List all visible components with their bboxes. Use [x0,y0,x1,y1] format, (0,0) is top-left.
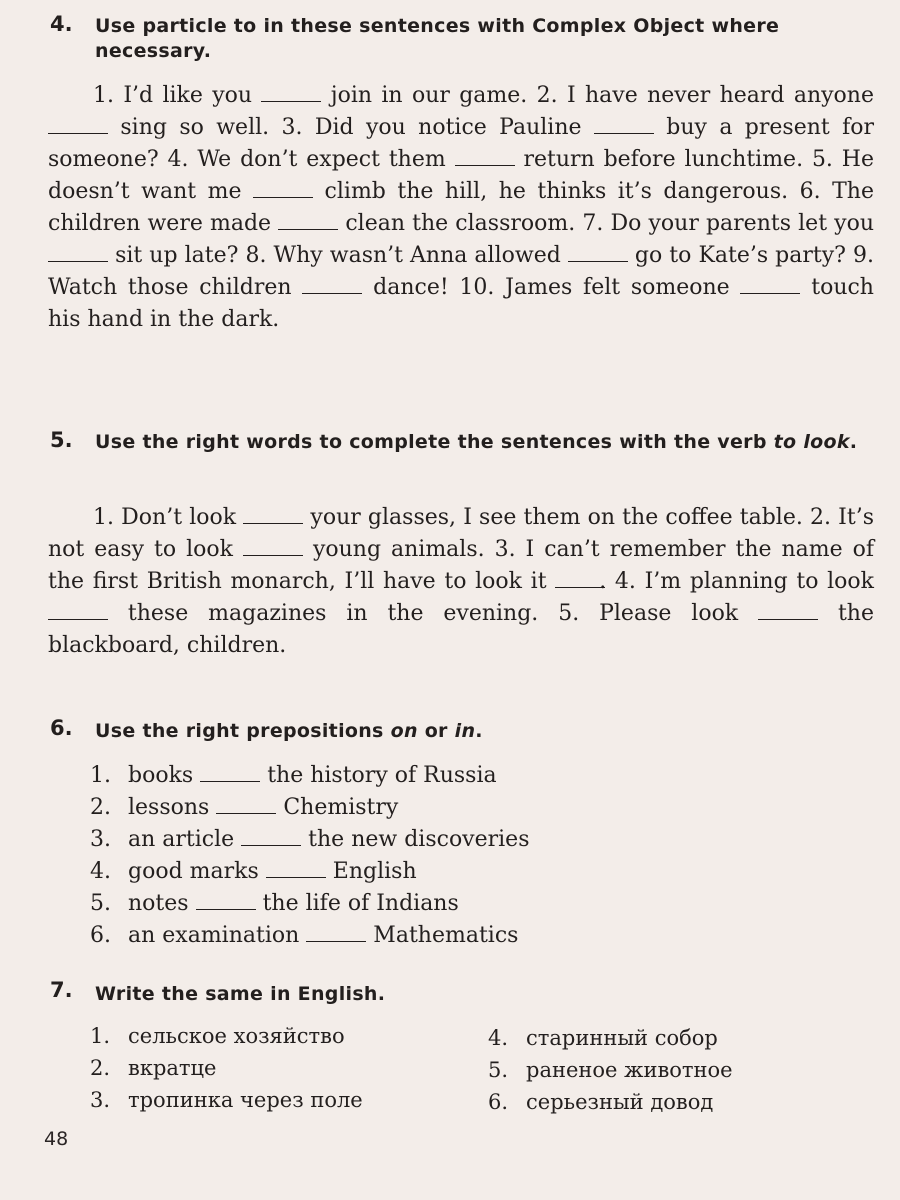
answer-blank[interactable] [568,241,628,262]
answer-blank[interactable] [241,825,301,846]
list-item: 5. раненое животное [488,1058,733,1082]
answer-blank[interactable] [266,857,326,878]
exercise-7-left-list [90,1020,363,1116]
answer-blank[interactable] [740,273,800,294]
list-item: 2. вкратце [90,1056,217,1080]
answer-blank[interactable] [243,535,303,556]
list-item: 4. старинный собор [488,1026,718,1050]
answer-blank[interactable] [200,761,260,782]
answer-blank[interactable] [278,209,338,230]
answer-blank[interactable] [48,113,108,134]
exercise-7-instruction: Write the same in English. [95,983,386,1005]
list-item: 1. books the history of Russia [90,763,497,788]
exercise-6-instruction: Use the right prepositions on or in. [95,720,483,742]
exercise-7-right-list [488,1022,733,1118]
answer-blank[interactable] [261,81,321,102]
list-item: 3. тропинка через поле [90,1088,363,1112]
list-item: 6. an examination Mathematics [90,923,519,948]
exercise-6-number: 6. [50,716,73,740]
answer-blank[interactable] [253,177,313,198]
answer-blank[interactable] [758,599,818,620]
answer-blank[interactable] [555,567,605,588]
page-number: 48 [44,1128,69,1150]
answer-blank[interactable] [594,113,654,134]
answer-blank[interactable] [306,921,366,942]
answer-blank[interactable] [243,503,303,524]
list-item: 4. good marks English [90,859,417,884]
exercise-4-instruction: Use particle to in these sentences with Complex Object where necessary. [95,15,780,62]
answer-blank[interactable] [216,793,276,814]
answer-blank[interactable] [302,273,362,294]
exercise-5-number: 5. [50,428,73,452]
answer-blank[interactable] [48,599,108,620]
exercise-7-number: 7. [50,978,73,1002]
answer-blank[interactable] [196,889,256,910]
list-item: 6. серьезный довод [488,1090,714,1114]
list-item: 5. notes the life of Indians [90,891,459,916]
exercise-6-list [90,760,530,952]
exercise-5-text: 1. Don’t look your glasses, I see them on the coffee table. 2. It’s not easy to look young animals. 3. I can’t remember the name of the first British monarch, I’ll have to look it . 4. I’m planning to look these magazines in the evening. 5. Please look the blackboard, children. [48,505,875,658]
list-item: 2. lessons Chemistry [90,795,399,820]
list-item: 1. сельское хозяйство [90,1024,345,1048]
exercise-5-instruction: Use the right words to complete the sentences with the verb to look. [95,431,858,453]
exercise-4-text: 1. I’d like you join in our game. 2. I have never heard anyone sing so well. 3. Did you notice Pauline buy a present for someone? 4. We don’t expect them return before lunchtime. 5. He doesn’t want me climb the hill, he thinks it’s dangerous. 6. The children were made clean the classroom. 7. Do your parents let you sit up late? 8. Why wasn’t Anna allowed go to Kate’s party? 9. Watch those children dance! 10. James felt someone touch his hand in the dark. [48,83,875,332]
exercise-4-number: 4. [50,12,73,36]
answer-blank[interactable] [48,241,108,262]
answer-blank[interactable] [455,145,515,166]
list-item: 3. an article the new discoveries [90,827,530,852]
